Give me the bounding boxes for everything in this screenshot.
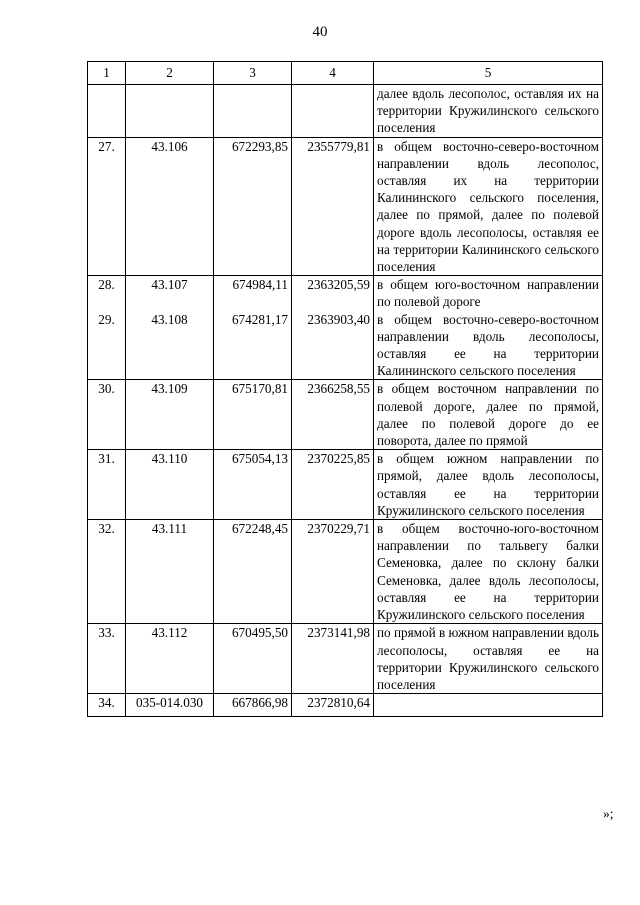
continuation-text: далее вдоль лесополос, оставляя их на территории Кружилинского сельского поселения bbox=[374, 85, 603, 138]
closing-quote-mark: »; bbox=[603, 806, 614, 821]
boundary-description: в общем южном направлении по прямой, далее вдоль лесополосы, оставляя ее на территории Кружилинского сельского поселения bbox=[374, 450, 603, 520]
point-code: 43.110 bbox=[126, 450, 214, 520]
boundary-description: в общем восточно-северо-восточном направлении вдоль лесополосы, оставляя ее на территории Калининского сельского поселения bbox=[374, 311, 603, 380]
header-col-1: 1 bbox=[88, 62, 126, 85]
row-number: 28. bbox=[88, 276, 126, 311]
table-row bbox=[88, 450, 603, 520]
boundary-description: в общем юго-восточном направлении по полевой дороге bbox=[374, 276, 603, 311]
coord-y: 2370225,85 bbox=[292, 450, 374, 520]
row-number: 30. bbox=[88, 380, 126, 450]
table-row bbox=[88, 311, 603, 380]
coord-y: 2373141,98 bbox=[292, 624, 374, 694]
table-header-row bbox=[88, 62, 603, 85]
point-code: 43.112 bbox=[126, 624, 214, 694]
coord-y: 2355779,81 bbox=[292, 137, 374, 276]
table-row bbox=[88, 276, 603, 311]
table-row bbox=[88, 520, 603, 624]
point-code: 035-014.030 bbox=[126, 694, 214, 717]
row-number: 31. bbox=[88, 450, 126, 520]
boundary-description: в общем восточно-юго-восточном направлении по тальвегу балки Семеновка, далее по склону балки Семеновка, далее вдоль лесополосы, оставляя ее на территории Кружилинского сельского поселения bbox=[374, 520, 603, 624]
table-row bbox=[88, 380, 603, 450]
boundary-description bbox=[374, 694, 603, 717]
coord-y: 2366258,55 bbox=[292, 380, 374, 450]
boundary-description: в общем восточном направлении по полевой дороге, далее по прямой, далее по полевой дороге до ее поворота, далее по прямой bbox=[374, 380, 603, 450]
point-code: 43.111 bbox=[126, 520, 214, 624]
header-col-5: 5 bbox=[374, 62, 603, 85]
row-number: 32. bbox=[88, 520, 126, 624]
table-row bbox=[88, 137, 603, 276]
boundary-points-table bbox=[87, 61, 603, 717]
coord-x: 674281,17 bbox=[214, 311, 292, 380]
coord-x: 675054,13 bbox=[214, 450, 292, 520]
point-code: 43.108 bbox=[126, 311, 214, 380]
page-number: 40 bbox=[312, 24, 328, 40]
row-number: 29. bbox=[88, 311, 126, 380]
point-code: 43.107 bbox=[126, 276, 214, 311]
point-code: 43.106 bbox=[126, 137, 214, 276]
coord-x: 672248,45 bbox=[214, 520, 292, 624]
row-number: 27. bbox=[88, 137, 126, 276]
boundary-description: по прямой в южном направлении вдоль лесополосы, оставляя ее на территории Кружилинского сельского поселения bbox=[374, 624, 603, 694]
header-col-2: 2 bbox=[126, 62, 214, 85]
point-code: 43.109 bbox=[126, 380, 214, 450]
table-row bbox=[88, 624, 603, 694]
continuation-row bbox=[88, 85, 603, 138]
row-number: 33. bbox=[88, 624, 126, 694]
table-row bbox=[88, 694, 603, 717]
coord-y: 2363903,40 bbox=[292, 311, 374, 380]
coord-y: 2372810,64 bbox=[292, 694, 374, 717]
coord-y: 2370229,71 bbox=[292, 520, 374, 624]
coord-x: 667866,98 bbox=[214, 694, 292, 717]
header-col-4: 4 bbox=[292, 62, 374, 85]
coord-y: 2363205,59 bbox=[292, 276, 374, 311]
coord-x: 674984,11 bbox=[214, 276, 292, 311]
coord-x: 675170,81 bbox=[214, 380, 292, 450]
header-col-3: 3 bbox=[214, 62, 292, 85]
row-number: 34. bbox=[88, 694, 126, 717]
coord-x: 672293,85 bbox=[214, 137, 292, 276]
coord-x: 670495,50 bbox=[214, 624, 292, 694]
boundary-description: в общем восточно-северо-восточном направлении вдоль лесополос, оставляя их на территории Калининского сельского поселения, далее по прямой, далее по полевой дороге вдоль лесополосы, оставляя ее на территории Калининского сельского поселения bbox=[374, 137, 603, 276]
